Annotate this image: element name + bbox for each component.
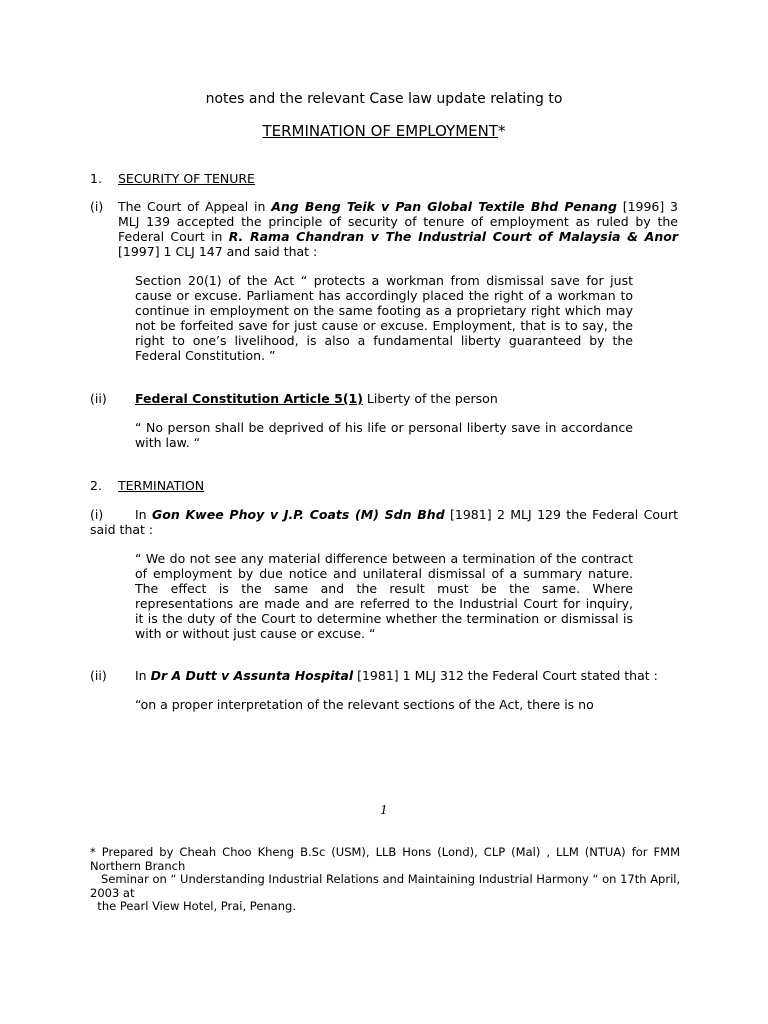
item-2-ii-line-1: In Dr A Dutt v Assunta Hospital [1981] 1 MLJ 312 the Federal Court stated that : bbox=[135, 668, 658, 683]
article-5-1-heading: Federal Constitution Article 5(1) bbox=[135, 391, 363, 406]
quote-line: cause or excuse. Parliament has accordingly placed the right of a workman to bbox=[135, 288, 633, 303]
case-ang-beng-teik: Ang Beng Teik v Pan Global Textile Bhd Penang bbox=[271, 199, 617, 214]
quote-line: The effect is the same and the result must be the same. Where bbox=[135, 581, 633, 596]
quote-line: Federal Constitution. ” bbox=[135, 348, 276, 363]
footnote-line: Seminar on “ Understanding Industrial Relations and Maintaining Industrial Harmony “ on 17th April, bbox=[90, 872, 681, 886]
item-2-ii-label: (ii) bbox=[90, 668, 107, 683]
quote-line: not be forfeited save for just cause or excuse. Employment, that is to say, the bbox=[135, 318, 633, 333]
footnote bbox=[90, 846, 680, 914]
footnote-line: Northern Branch bbox=[90, 858, 186, 873]
item-1-i-line-3: Federal Court in R. Rama Chandran v The Industrial Court of Malaysia & Anor bbox=[118, 229, 678, 244]
quote-article-5 bbox=[135, 420, 633, 450]
quote-dr-a-dutt: “on a proper interpretation of the relevant sections of the Act, there is no bbox=[135, 697, 594, 712]
quote-line: “ We do not see any material difference between a termination of the contract bbox=[135, 551, 633, 566]
footnote-line: 2003 at bbox=[90, 885, 135, 900]
case-gon-kwee-phoy: Gon Kwee Phoy v J.P. Coats (M) Sdn Bhd bbox=[151, 507, 445, 522]
case-rama-chandran: R. Rama Chandran v The Industrial Court of Malaysia & Anor bbox=[228, 229, 678, 244]
quote-line: it is the duty of the Court to determine whether the termination or dismissal is bbox=[135, 611, 633, 626]
quote-gon-kwee-phoy bbox=[135, 551, 633, 641]
section-2-heading: TERMINATION bbox=[118, 478, 205, 493]
page-number: 1 bbox=[380, 803, 388, 817]
document-subtitle: notes and the relevant Case law update relating to bbox=[205, 91, 563, 107]
section-1-heading: SECURITY OF TENURE bbox=[118, 171, 255, 186]
footnote-line: the Pearl View Hotel, Prai, Penang. bbox=[90, 899, 296, 913]
item-1-i-line-1: The Court of Appeal in Ang Beng Teik v Pan Global Textile Bhd Penang [1996] 3 bbox=[118, 199, 679, 214]
section-1-number: 1. bbox=[90, 171, 102, 186]
quote-section-20 bbox=[135, 273, 633, 363]
case-dr-a-dutt: Dr A Dutt v Assunta Hospital bbox=[150, 668, 354, 683]
item-1-ii-label: (ii) bbox=[90, 391, 107, 406]
item-1-i-line-2: MLJ 139 accepted the principle of security of tenure of employment as ruled by the bbox=[118, 214, 678, 229]
quote-line: “ No person shall be deprived of his life or personal liberty save in accordance bbox=[135, 420, 633, 435]
item-2-i-line-2: said that : bbox=[90, 522, 154, 537]
item-1-ii-heading: Federal Constitution Article 5(1) Liberty of the person bbox=[135, 391, 498, 406]
document-title bbox=[0, 124, 768, 139]
item-2-i-line-1: In Gon Kwee Phoy v J.P. Coats (M) Sdn Bhd [1981] 2 MLJ 129 the Federal Court bbox=[135, 507, 678, 522]
quote-line: with or without just cause or excuse. “ bbox=[135, 626, 376, 641]
title-footnote-mark: * bbox=[498, 122, 506, 140]
item-1-i-line-4: [1997] 1 CLJ 147 and said that : bbox=[118, 244, 318, 259]
quote-line: with law. “ bbox=[135, 435, 201, 450]
quote-line: of employment by due notice and unilateral dismissal of a summary nature. bbox=[135, 566, 633, 581]
item-2-i-label: (i) bbox=[90, 507, 104, 522]
title-text: TERMINATION OF EMPLOYMENT bbox=[262, 122, 499, 140]
quote-line: Section 20(1) of the Act “ protects a workman from dismissal save for just bbox=[135, 273, 633, 288]
footnote-line: * Prepared by Cheah Choo Kheng B.Sc (USM), LLB Hons (Lond), CLP (Mal) , LLM (NTUA) for FMM bbox=[90, 845, 680, 859]
quote-line: representations are made and are referred to the Industrial Court for inquiry, bbox=[135, 596, 633, 611]
quote-line: continue in employment on the same footing as a proprietary right which may bbox=[135, 303, 633, 318]
section-2-number: 2. bbox=[90, 478, 102, 493]
item-1-i-label: (i) bbox=[90, 199, 104, 214]
quote-line: right to one’s livelihood, is also a fundamental liberty guaranteed by the bbox=[135, 333, 633, 348]
